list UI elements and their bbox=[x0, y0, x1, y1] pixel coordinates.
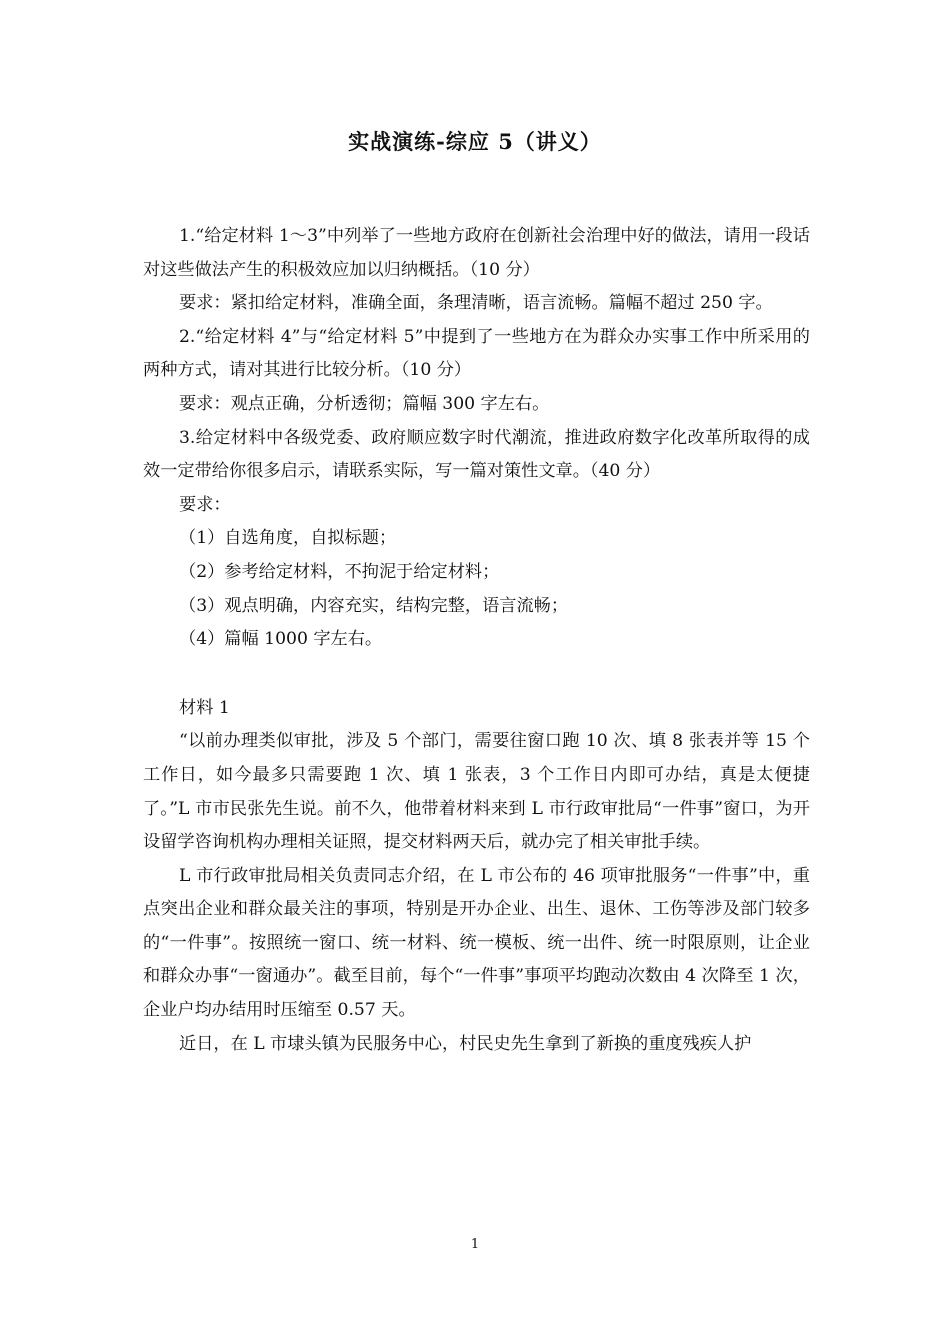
page-number: 1 bbox=[470, 1237, 480, 1252]
material-heading: 材料 1 bbox=[179, 697, 230, 718]
requirement-item-2: （2）参考给定材料，不拘泥于给定材料； bbox=[179, 561, 500, 582]
section-gap bbox=[143, 657, 810, 692]
question-2: 2.“给定材料 4”与“给定材料 5”中提到了一些地方在为群众办实事工作中所采用的两种方式，请对其进行比较分析。（10 分） bbox=[143, 326, 810, 381]
document-body bbox=[143, 220, 810, 1061]
question-2-requirement: 要求：观点正确，分析透彻；篇幅 300 字左右。 bbox=[179, 393, 550, 414]
requirement-item-3: （3）观点明确，内容充实，结构完整，语言流畅； bbox=[179, 595, 569, 616]
question-1-requirement: 要求：紧扣给定材料，准确全面，条理清晰，语言流畅。篇幅不超过 250 字。 bbox=[179, 293, 773, 314]
question-3: 3.给定材料中各级党委、政府顺应数字时代潮流，推进政府数字化改革所取得的成效一定带给你很多启示，请联系实际，写一篇对策性文章。（40 分） bbox=[143, 427, 810, 482]
material-paragraph: 近日，在 L 市埭头镇为民服务中心，村民史先生拿到了新换的重度残疾人护 bbox=[179, 1033, 752, 1054]
requirement-item-1: （1）自选角度，自拟标题； bbox=[179, 528, 397, 549]
material-paragraph: “以前办理类似审批，涉及 5 个部门，需要往窗口跑 10 次、填 8 张表并等 15 个工作日，如今最多只需要跑 1 次、填 1 张表，3 个工作日内即可办结，真是太便捷了。”L 市市民张先生说。前不久，他带着材料来到 L 市行政审批局“一件事”窗口，为开设留学咨询机构办理相关证照，提交材料两天后，就办完了相关审批手续。 bbox=[143, 731, 810, 853]
question-3-requirement-heading: 要求： bbox=[179, 494, 231, 515]
requirement-item-4: （4）篇幅 1000 字左右。 bbox=[179, 629, 383, 650]
material-paragraph: L 市行政审批局相关负责同志介绍，在 L 市公布的 46 项审批服务“一件事”中，重点突出企业和群众最关注的事项，特别是开办企业、出生、退休、工伤等涉及部门较多的“一件事”。按照统一窗口、统一材料、统一模板、统一出件、统一时限原则，让企业和群众办事“一窗通办”。截至目前，每个“一件事”事项平均跑动次数由 4 次降至 1 次，企业户均办结用时压缩至 0.57 天。 bbox=[143, 865, 810, 1021]
document-title: 实战演练-综应 5（讲义） bbox=[348, 129, 602, 154]
question-1: 1.“给定材料 1～3”中列举了一些地方政府在创新社会治理中好的做法，请用一段话对这些做法产生的积极效应加以归纳概括。（10 分） bbox=[143, 226, 810, 280]
